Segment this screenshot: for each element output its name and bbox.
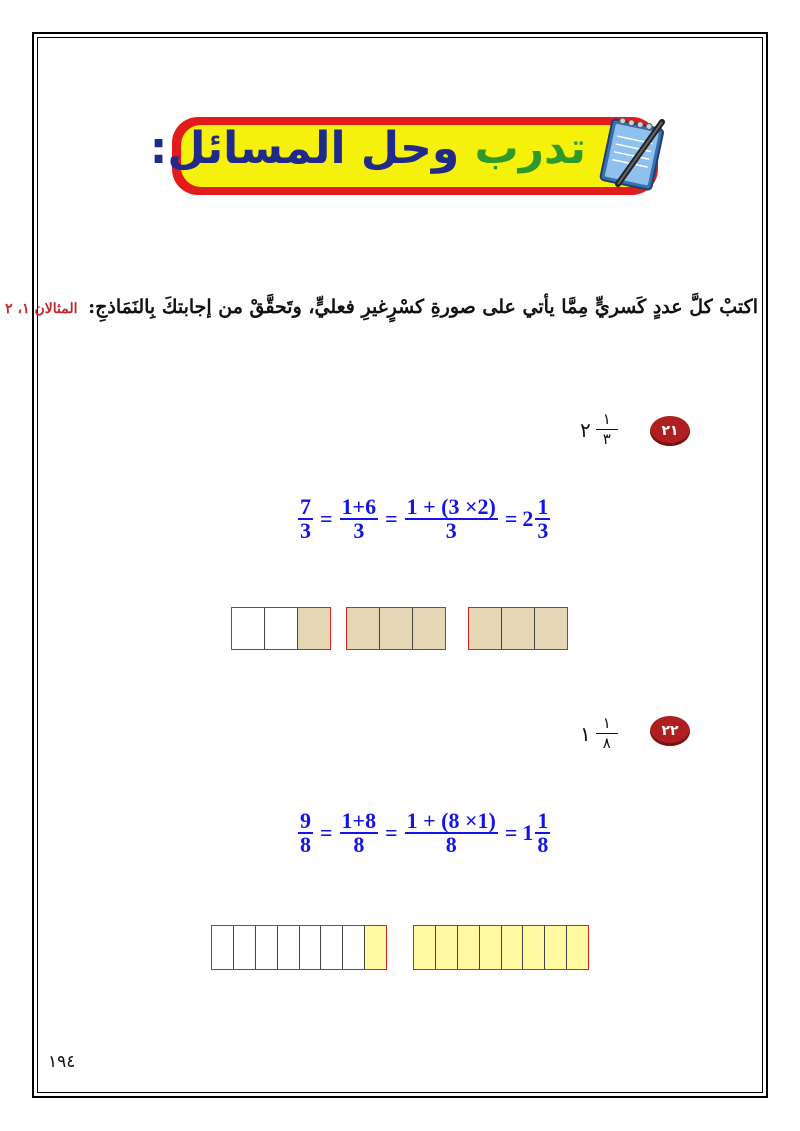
model-cell — [233, 926, 255, 969]
equation — [296, 810, 552, 857]
equation — [296, 496, 552, 543]
model-cell-shaded — [469, 608, 501, 649]
fraction-model — [211, 925, 387, 970]
question-badge: ٢٢ — [650, 716, 690, 746]
model-cell-shaded — [501, 926, 523, 969]
model-cell-shaded — [534, 608, 567, 649]
model-cell — [320, 926, 342, 969]
mixed-whole: ٢ — [580, 417, 591, 442]
model-cell — [264, 608, 297, 649]
model-cell — [212, 926, 233, 969]
model-cell-shaded — [435, 926, 457, 969]
result-fraction: $\frac{1}{8}$ — [537, 808, 549, 858]
result-whole: 2 — [522, 506, 534, 532]
mixed-denominator: ٣ — [602, 430, 611, 448]
mixed-denominator: ٨ — [602, 734, 611, 752]
model-cell-shaded — [297, 608, 330, 649]
model-cell-shaded — [379, 608, 412, 649]
mixed-number — [580, 716, 618, 751]
instruction-text — [5, 296, 758, 318]
title-word-practice: تدرب — [474, 123, 586, 174]
result-fraction: $\frac{1}{3}$ — [537, 494, 549, 544]
fraction-model — [468, 607, 568, 650]
equals-sign: = — [504, 506, 518, 532]
section-banner — [149, 117, 658, 195]
mixed-numerator: ١ — [602, 714, 611, 732]
model-cell-shaded — [479, 926, 501, 969]
mixed-numerator: ١ — [602, 410, 611, 428]
model-cell — [232, 608, 264, 649]
equals-sign: = — [504, 820, 518, 846]
fraction: $\frac{1+6}{3}$ — [341, 494, 377, 544]
instruction-body: اكتبْ كلَّ عددٍ كَسريٍّ مِمَّا يأتي على صورةِ كسْرٍغيرِ فعليٍّ، وتَحقَّقْ من إجابتكَ بِالنَمَاذجِ: — [88, 296, 758, 318]
mixed-fraction — [596, 412, 618, 447]
fraction: $\frac{7}{3}$ — [300, 494, 311, 544]
equals-sign: = — [320, 506, 333, 532]
fraction-model — [231, 607, 331, 650]
model-cell — [277, 926, 299, 969]
equals-sign: = — [320, 820, 333, 846]
model-cell-shaded — [364, 926, 386, 969]
model-cell-shaded — [457, 926, 479, 969]
model-cell-shaded — [347, 608, 379, 649]
notebook-pen-icon — [592, 112, 676, 196]
model-cell-shaded — [414, 926, 435, 969]
result-whole: 1 — [522, 820, 534, 846]
fraction: $\frac{1 + (3 \times 2)}{3}$ — [406, 494, 496, 544]
model-cell-shaded — [544, 926, 566, 969]
section-title — [150, 123, 586, 174]
model-cell-shaded — [522, 926, 544, 969]
mixed-whole: ١ — [580, 721, 591, 746]
equals-sign: = — [385, 820, 398, 846]
question-badge: ٢١ — [650, 416, 690, 446]
fraction-model — [346, 607, 446, 650]
mixed-number — [580, 412, 618, 447]
title-word-solve: وحل المسائل: — [149, 123, 460, 174]
example-reference: المثالان ١، ٢ — [5, 301, 78, 317]
model-cell — [342, 926, 364, 969]
fraction: $\frac{1+8}{8}$ — [341, 808, 377, 858]
model-cell-shaded — [501, 608, 534, 649]
model-cell — [255, 926, 277, 969]
model-cell — [299, 926, 321, 969]
fraction: $\frac{9}{8}$ — [300, 808, 311, 858]
fraction: $\frac{1 + (8 \times 1)}{8}$ — [406, 808, 496, 858]
page-number: ١٩٤ — [48, 1052, 76, 1072]
model-cell-shaded — [412, 608, 445, 649]
fraction-model — [413, 925, 589, 970]
mixed-fraction — [596, 716, 618, 751]
equals-sign: = — [385, 506, 398, 532]
model-cell-shaded — [566, 926, 588, 969]
